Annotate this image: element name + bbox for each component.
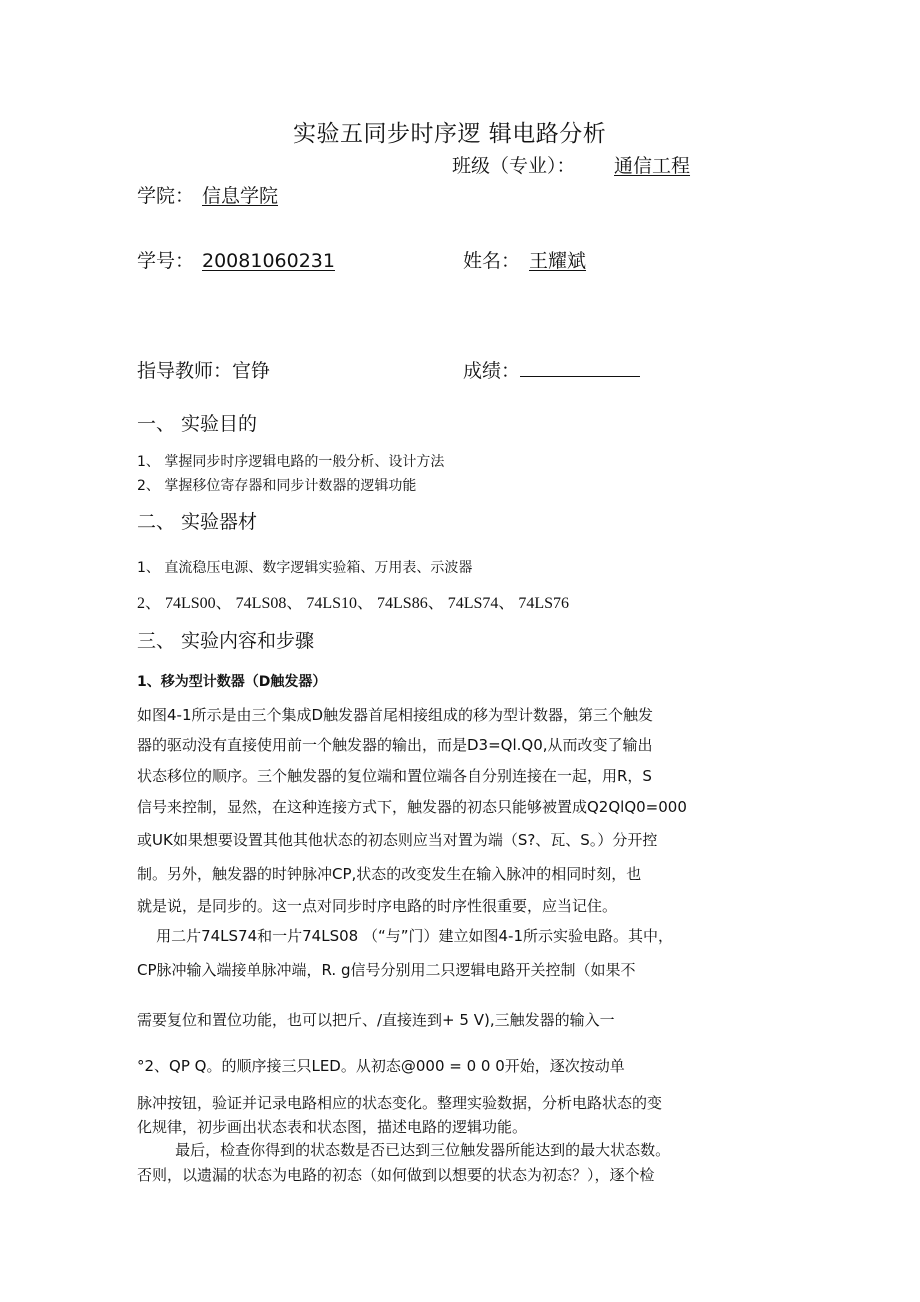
document-title: 实验五同步时序逻 辑电路分析 (293, 121, 607, 147)
paragraph-line: 就是说，是同步的。这一点对同步时序电路的时序性很重要，应当记住。 (137, 897, 618, 915)
paragraph-line: 制。另外，触发器的时钟脉冲CP,状态的改变发生在输入脉冲的相同时刻，也 (137, 865, 642, 883)
paragraph-line: CP脉冲输入端接单脉冲端，R. g信号分别用二只逻辑电路开关控制（如果不 (137, 961, 636, 979)
grade-label (463, 362, 640, 381)
grade-label-text: 成绩： (463, 360, 521, 382)
college-label: 学院： (137, 185, 195, 207)
name-label: 姓名： (463, 250, 521, 272)
section-heading-1: 一、 实验目的 (137, 413, 258, 435)
teacher-label: 指导教师：官铮 (137, 360, 271, 382)
paragraph-line: °2、QP Q。的顺序接三只LED。从初态@000 = 0 0 0开始，逐次按动单 (137, 1057, 625, 1075)
class-label: 班级（专业）： (452, 155, 576, 177)
paragraph-line: 或UK如果想要设置其他其他状态的初态则应当对置为端（S?、瓦、S。）分开控 (137, 831, 658, 849)
grade-blank (520, 362, 640, 377)
section-1-item: 1、 掌握同步时序逻辑电路的一般分析、设计方法 (137, 454, 445, 470)
paragraph-line: 器的驱动没有直接使用前一个触发器的输出，而是D3=Ql.Q0,从而改变了输出 (137, 736, 653, 754)
paragraph-line: 化规律，初步画出状态表和状态图，描述电路的逻辑功能。 (137, 1118, 528, 1136)
paragraph-line: 需要复位和置位功能，也可以把斤、/直接连到+ 5 V),三触发器的输入一 (137, 1011, 615, 1029)
paragraph-line: 信号来控制，显然，在这种连接方式下，触发器的初态只能够被置成Q2QlQ0=000 (137, 798, 687, 816)
name-value: 王耀斌 (529, 250, 587, 272)
student-id-label: 学号： (137, 250, 195, 272)
paragraph-line: 用二片74LS74和一片74LS08 （“与”门）建立如图4-1所示实验电路。其中， (137, 927, 673, 945)
paragraph-line: 脉冲按钮，验证并记录电路相应的状态变化。整理实验数据，分析电路状态的变 (137, 1094, 663, 1112)
section-2-item: 1、 直流稳压电源、数字逻辑实验箱、万用表、示波器 (137, 560, 473, 576)
section-2-item: 2、 74LS00、 74LS08、 74LS10、 74LS86、 74LS74、 74LS76 (137, 595, 570, 612)
paragraph-line: 状态移位的顺序。三个触发器的复位端和置位端各自分别连接在一起，用R，S (137, 767, 652, 785)
college-value: 信息学院 (202, 185, 279, 207)
section-heading-3: 三、 实验内容和步骤 (137, 630, 315, 652)
paragraph-line: 否则，以遗漏的状态为电路的初态（如何做到以想要的状态为初态？），逐个检 (137, 1166, 655, 1184)
subheading: 1、移为型计数器（D触发器） (137, 674, 327, 690)
paragraph-line: 如图4-1所示是由三个集成D触发器首尾相接组成的移为型计数器，第三个触发 (137, 706, 654, 724)
paragraph-line: 最后，检查你得到的状态数是否已达到三位触发器所能达到的最大状态数。 (137, 1141, 671, 1159)
class-value: 通信工程 (614, 155, 691, 177)
student-id-value: 20081060231 (202, 250, 335, 272)
section-1-item: 2、 掌握移位寄存器和同步计数器的逻辑功能 (137, 478, 417, 494)
section-heading-2: 二、 实验器材 (137, 511, 258, 533)
